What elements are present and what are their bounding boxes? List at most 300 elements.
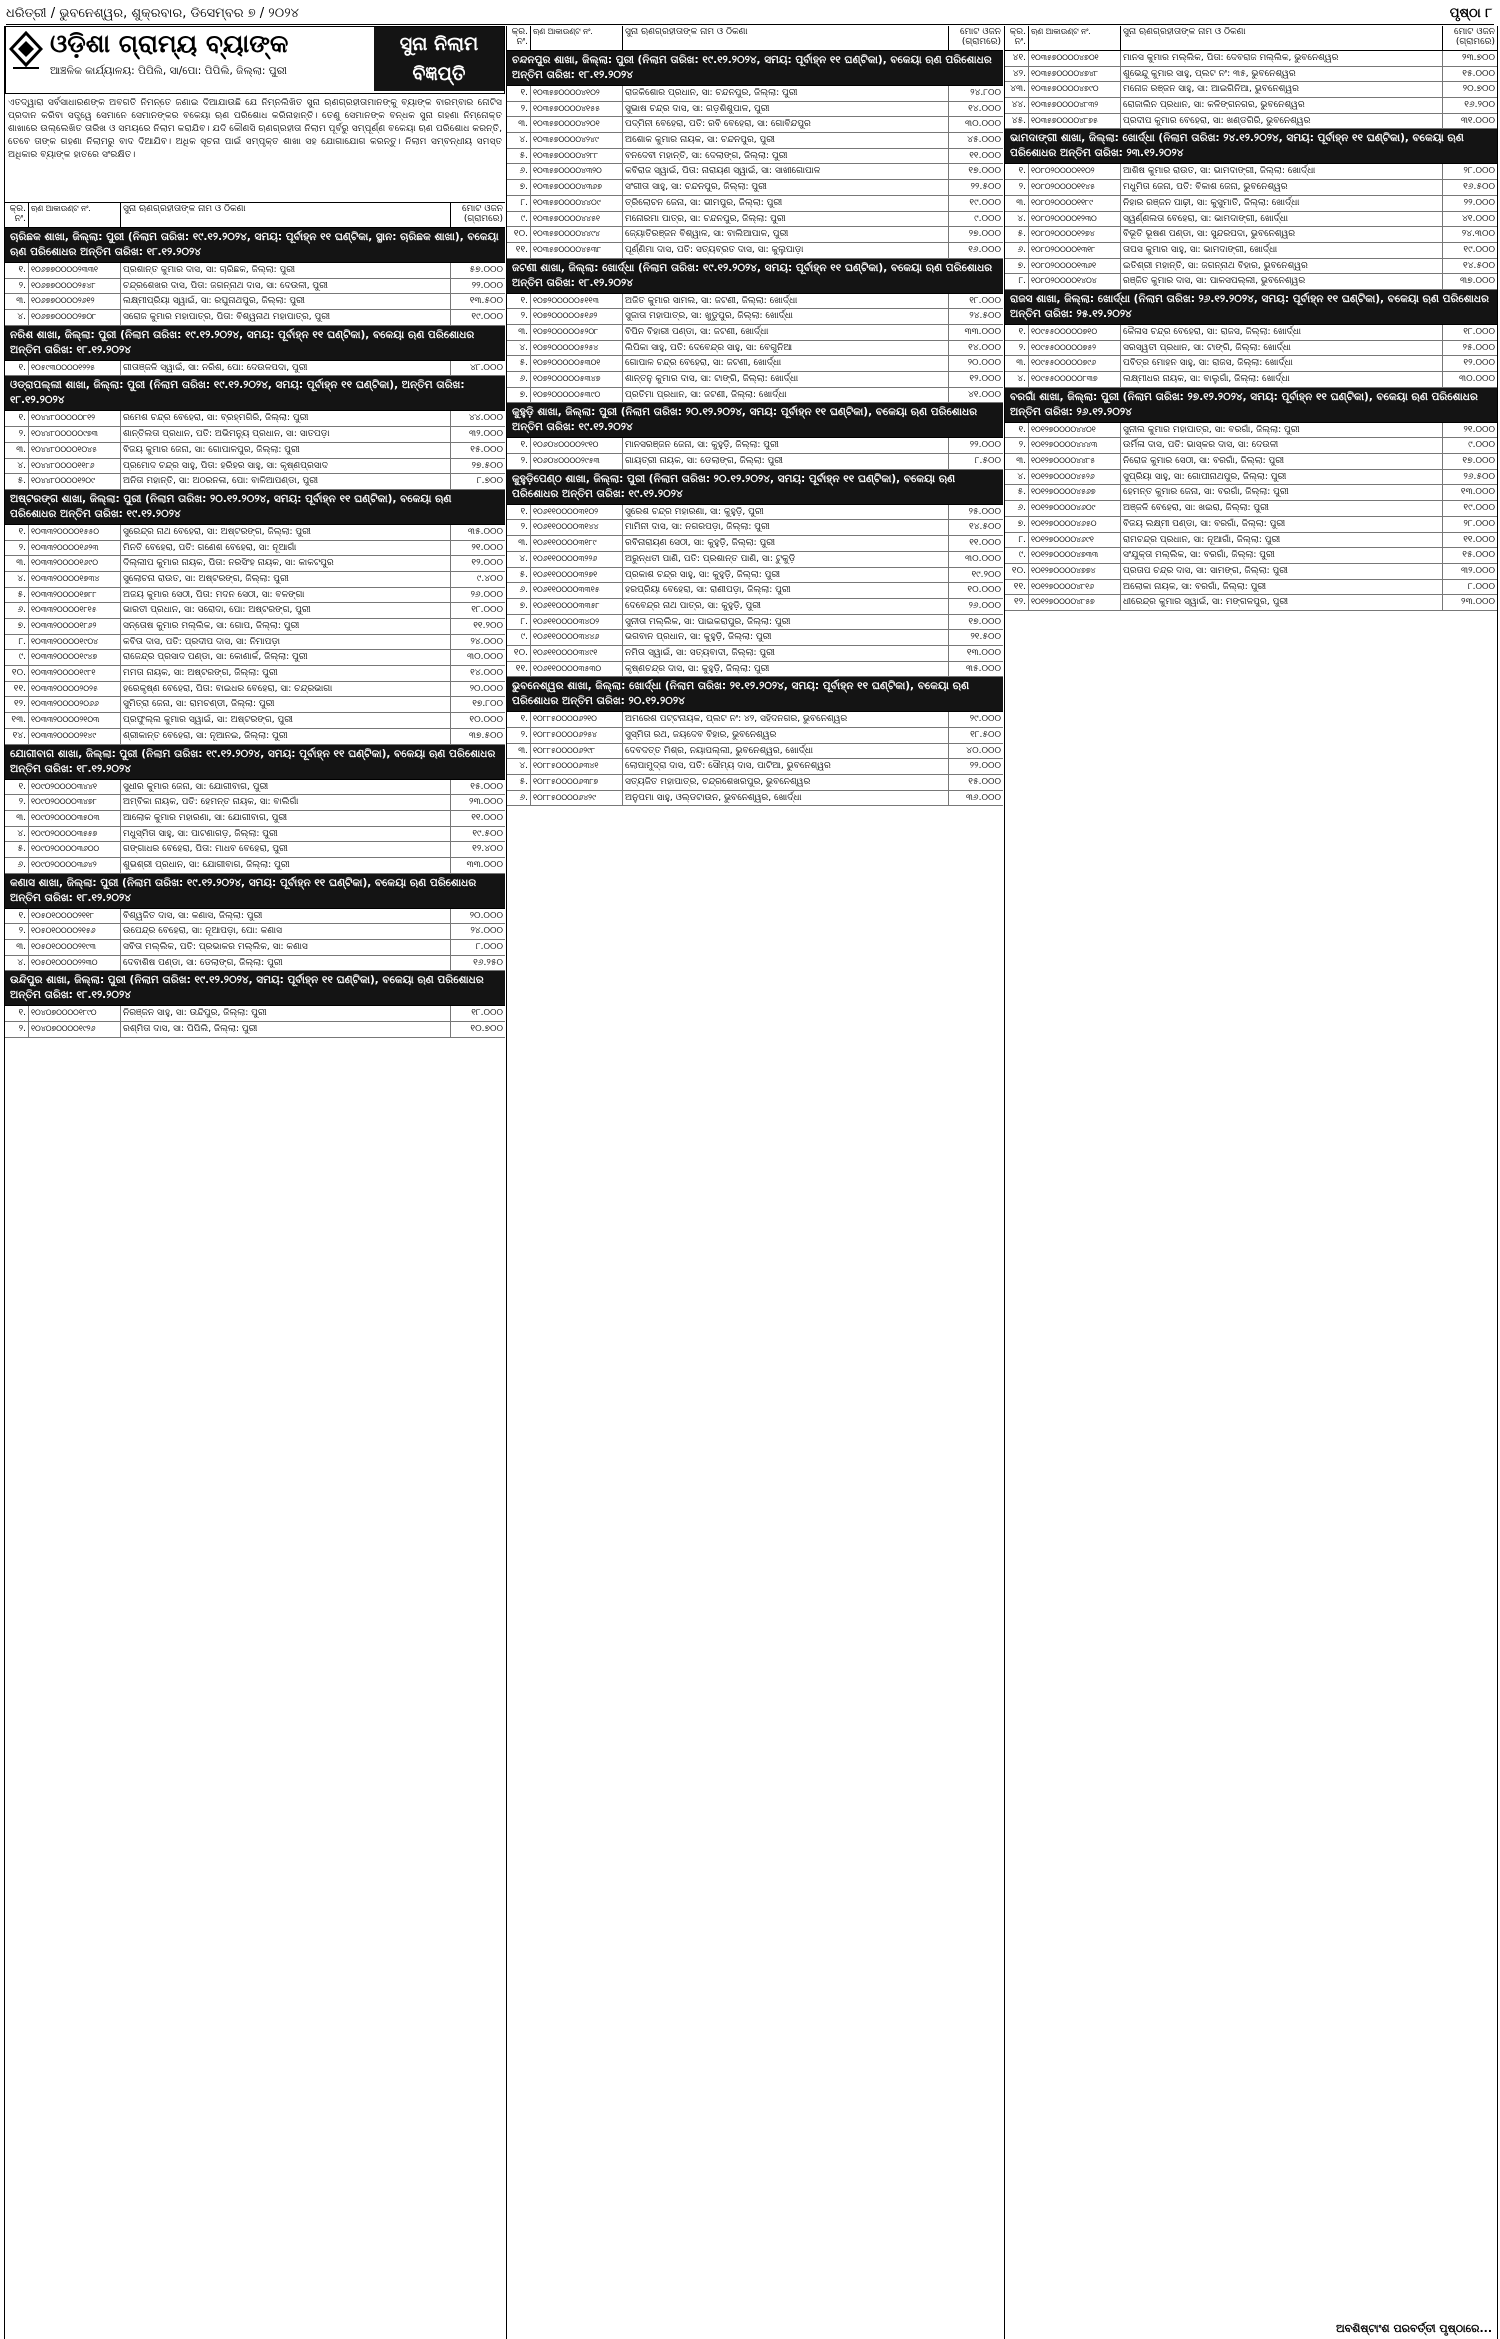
branch-header: ଯୋଗୀବାଗ ଶାଖା, ଜିଲ୍ଲା: ପୁରୀ (ନିଲାମ ତାରିଖ: ୧୯.୧୨.୨୦୨୪, ସମୟ: ପୂର୍ବାହ୍ନ ୧୧ ଘଣ୍ଟିକା), ବକେୟା ଋଣ ପରିଶୋଧର ଅନ୍ତିମ ତାରିଖ: ୧୮.୧୨.୨୦୨୪ [5, 745, 505, 780]
serial-number: ୭. [507, 180, 531, 195]
gold-weight: ୧୪.୫୦୦ [1463, 260, 1495, 271]
account-number: ୧୦୭୨୦୦୦୦୦୫୩୪୭ [531, 372, 623, 387]
account-number: ୧୦୩୩୨୦୦୦୦୧୬୨୩ [29, 541, 121, 556]
account-number: ୧୦୮୮୫୦୦୦୦୬୪୨୯ [531, 791, 623, 806]
table-row [1005, 180, 1497, 196]
account-number: ୧୦୩୫୭୦୦୦୦୪୮୩୨ [1029, 98, 1121, 113]
table-row [5, 263, 505, 279]
account-number: ୧୦୩୩୨୦୦୦୦୧୯୦୪ [29, 635, 121, 650]
gold-weight: ୧୮.୦୦୦ [969, 295, 1001, 306]
gold-weight: ୨୧.୦୦୦ [1463, 424, 1495, 435]
borrower-name: ସୁଲୋଚନା ରାଉତ, ସା: ଅଷ୍ଟରଙ୍ଗ, ଜିଲ୍ଲା: ପୁରୀ [121, 572, 451, 587]
gold-weight: ୧୭.୦୦୦ [1462, 456, 1495, 467]
account-number: ୧୦୩୩୨୦୦୦୦୧୯୪୭ [29, 650, 121, 665]
borrower-name: ସୁରେଶ ଚନ୍ଦ୍ର ମହାରଣା, ସା: କୁହୁଡ଼ି, ପୁରୀ [623, 505, 949, 520]
table-header [1005, 26, 1497, 51]
table-row [507, 243, 1003, 259]
notice-intro: ଏତଦ୍ୱାରା ସର୍ବସାଧାରଣଙ୍କ ଅବଗତି ନିମନ୍ତେ ଜଣାଇ ଦିଆଯାଉଛି ଯେ ନିମ୍ନଲିଖିତ ସୁନା ଋଣଗ୍ରହୀତାମାନଙ୍କୁ ବ୍ୟାଙ୍କ ବାରମ୍ବାର ନୋଟିସ ପ୍ରଦାନ କରିବା ସତ୍ତ୍ୱେ ସେମାନେ ସେମାନଙ୍କର ବକେୟା ଋଣ ପରିଶୋଧ କରିନାହାନ୍ତି। ତେଣୁ ସେମାନଙ୍କ ବନ୍ଧକ ସୁନା ଗହଣା ନିମ୍ନୋକ୍ତ ଶାଖାରେ ଉଲ୍ଲେଖିତ ତାରିଖ ଓ ସମୟରେ ନିଲାମ କରାଯିବ। ଯଦି କୌଣସି ଋଣଗ୍ରହୀତା ନିଲାମ ପୂର୍ବରୁ ସମ୍ପୂର୍ଣ୍ଣ ବକେୟା ଋଣ ପରିଶୋଧ କରନ୍ତି, ତେବେ ତାଙ୍କ ଗହଣା ନିଲାମରୁ ବାଦ ଦିଆଯିବ। ଅଧିକ ସୂଚନା ପାଇଁ ସମ୍ପୃକ୍ତ ଶାଖା ସହ ଯୋଗାଯୋଗ କରନ୍ତୁ। ନିଲାମ ସମ୍ବନ୍ଧୀୟ ସମସ୍ତ ଅଧିକାର ବ୍ୟାଙ୍କ ହାତରେ ସଂରକ୍ଷିତ। [5, 94, 505, 203]
account-number: ୧୦୮୮୫୦୦୦୦୬୩୪୧ [531, 759, 623, 774]
table-row [5, 842, 505, 858]
account-number: ୧୦୬୧୧୦୦୦୦୩୪୪୬ [531, 630, 623, 645]
table-row [507, 646, 1003, 662]
table-row [1005, 423, 1497, 439]
account-number: ୧୦୩୫୭୦୦୦୦୪୧୫୫ [531, 102, 623, 117]
table-row [5, 780, 505, 796]
serial-number: ୫. [1005, 227, 1029, 242]
serial-number: ୧. [5, 411, 29, 426]
borrower-name: ମାମିନୀ ଦାସ, ସା: ନଗରପଡ଼ା, ଜିଲ୍ଲା: ପୁରୀ [623, 520, 949, 535]
account-number: ୧୦୯୦୨୦୦୦୦୩୫୦୩ [29, 811, 121, 826]
gold-weight: ୧୮.୫୦୦ [970, 730, 1001, 740]
serial-number: ୧୧. [1005, 580, 1029, 595]
account-number: ୧୦୬୧୧୦୦୦୦୩୧୦୨ [531, 505, 623, 520]
serial-number: ୯. [5, 650, 29, 665]
borrower-name: ଉପେନ୍ଦ୍ର ବେହେରା, ସା: ନୂଆପଡ଼ା, ପୋ: କଣାସ [121, 924, 451, 939]
col-sl: କ୍ର. ନଂ. [5, 203, 29, 227]
table-row [5, 427, 505, 443]
gold-weight: ୧୫.୦୦୦ [470, 781, 503, 792]
account-number: ୧୦୩୩୨୦୦୦୦୧୮୬୨ [29, 619, 121, 634]
table-row [1005, 212, 1497, 228]
serial-number: ୧. [1005, 325, 1029, 340]
borrower-name: ବିଜୟ କୁମାର ଜେନା, ସା: ଗୋପାଳପୁର, ଜିଲ୍ଲା: ପୁରୀ [121, 443, 451, 458]
serial-number: ୨. [1005, 180, 1029, 195]
account-number: ୧୦୯୫୫୦୦୦୦୦୭୫୨ [1029, 341, 1121, 356]
table-header [5, 203, 505, 228]
account-number: ୧୦୧୨୭୦୦୦୦୪୭୩୩ [1029, 548, 1121, 563]
serial-number: ୬. [507, 372, 531, 387]
borrower-name: ପୂର୍ଣ୍ଣିମା ଦାସ, ପତି: ସତ୍ୟବ୍ରତ ଦାସ, ସା: କୁଲୁପାଡ଼ା [623, 243, 949, 258]
serial-number: ୬. [507, 791, 531, 806]
account-number: ୧୦୪୦୭୦୦୦୦୧୯୨୬ [29, 1022, 121, 1037]
col-name: ସୁନା ଋଣଗ୍ରହୀତାଙ୍କ ନାମ ଓ ଠିକଣା [121, 203, 451, 227]
borrower-name: ରମେଶ ଚନ୍ଦ୍ର ବେହେରା, ସା: ବ୍ରହ୍ମଗିରି, ଜିଲ୍ଲା: ପୁରୀ [121, 411, 451, 426]
table-row [507, 775, 1003, 791]
borrower-name: ଶୁଭଶ୍ରୀ ପ୍ରଧାନ, ସା: ଯୋଗୀବାଗ, ଜିଲ୍ଲା: ପୁରୀ [121, 858, 451, 873]
table-row [5, 310, 505, 326]
gold-weight: ୨୩.୭୦୦ [1462, 53, 1495, 63]
borrower-list-2 [507, 51, 1003, 806]
gold-weight: ୧୯.୨୦୦ [971, 569, 1001, 580]
serial-number: ୩. [5, 443, 29, 458]
serial-number: ୩. [5, 940, 29, 955]
table-row [507, 438, 1003, 454]
account-number: ୧୦୬୧୧୦୦୦୦୩୫୩୦ [531, 662, 623, 677]
borrower-name: ପ୍ରକାଶ ଚନ୍ଦ୍ର ସାହୁ, ସା: କୁହୁଡ଼ି, ଜିଲ୍ଲା: ପୁରୀ [623, 568, 949, 583]
borrower-name: ସୁସ୍ମିତା ରଥ, ଜୟଦେବ ବିହାର, ଭୁବନେଶ୍ୱର [623, 728, 949, 743]
gold-weight: ୩୦.୦୦୦ [965, 553, 1001, 564]
borrower-name: ବନଦେବୀ ମହାନ୍ତି, ସା: ଦେଲାଙ୍ଗ, ଜିଲ୍ଲା: ପୁରୀ [623, 149, 949, 164]
borrower-name: ଅରୁନ୍ଧତୀ ପାଣି, ପତି: ପ୍ରଶାନ୍ତ ପାଣି, ସା: ଟୁକୁଡ଼ି [623, 552, 949, 567]
table-row [507, 180, 1003, 196]
account-number: ୧୦୮୮୫୦୦୦୦୬୨୯୮ [531, 744, 623, 759]
borrower-name: ଶାନ୍ତନୁ କୁମାର ଦାସ, ସା: ଟାଙ୍ଗି, ଜିଲ୍ଲା: ଖୋର୍ଦ୍ଧା [623, 372, 949, 387]
branch-header: ଓଡ୍ରାପଲ୍ଲୀ ଶାଖା, ଜିଲ୍ଲା: ପୁରୀ (ନିଲାମ ତାରିଖ: ୧୯.୧୨.୨୦୨୪, ସମୟ: ପୂର୍ବାହ୍ନ ୧୧ ଘଣ୍ଟିକା), ଅନ୍ତିମ ତାରିଖ: ୧୮.୧୨.୨୦୨୪ [5, 376, 505, 411]
borrower-name: ମାନସ କୁମାର ମଲ୍ଲିକ, ପିତା: ଦେବରାଜ ମଲ୍ଲିକ, ଭୁବନେଶ୍ୱର [1121, 51, 1443, 66]
borrower-name: ଲକ୍ଷ୍ମୀପ୍ରିୟା ସ୍ୱାଇଁ, ସା: ରଘୁନାଥପୁର, ଜିଲ୍ଲା: ପୁରୀ [121, 294, 451, 309]
borrower-name: ଲକ୍ଷ୍ମୀଧର ନାୟକ, ସା: ବାଲୁଗାଁ, ଜିଲ୍ଲା: ଖୋର୍ଦ୍ଧା [1121, 372, 1443, 387]
serial-number: ୧୦. [507, 227, 531, 242]
serial-number: ୩. [1005, 196, 1029, 211]
borrower-list-3 [1005, 51, 1497, 611]
gold-weight: ୩୨.୦୦୦ [469, 429, 503, 440]
serial-number: ୬. [1005, 243, 1029, 258]
gold-weight: ୧୧.୨୦୦ [473, 621, 503, 631]
gold-weight: ୨୭.୫୦୦ [471, 460, 503, 471]
borrower-name: ଶ୍ରୀକାନ୍ତ ବେହେରା, ସା: ନୂଆନଇ, ଜିଲ୍ଲା: ପୁରୀ [121, 729, 451, 744]
borrower-name: ପ୍ରମୋଦ ଚନ୍ଦ୍ର ସାହୁ, ପିତା: ହରିହର ସାହୁ, ସା: କୃଷ୍ଣପ୍ରସାଦ [121, 459, 451, 474]
table-row [5, 795, 505, 811]
serial-number: ୪. [5, 310, 29, 325]
borrower-name: ତ୍ରିଲୋଚନ ଜେନା, ସା: ଭୀମପୁର, ଜିଲ୍ଲା: ପୁରୀ [623, 196, 949, 211]
serial-number: ୪. [507, 552, 531, 567]
gold-weight: ୧୯.୦୦୦ [969, 197, 1001, 208]
col-account: ଋଣ ଆକାଉଣ୍ଟ ନଂ. [29, 203, 121, 227]
borrower-name: ଅମ୍ବିକା ନାୟକ, ପତି: ହେମନ୍ତ ନାୟକ, ସା: ବାଲିଗାଁ [121, 795, 451, 810]
serial-number: ୫. [5, 588, 29, 603]
table-row [507, 759, 1003, 775]
table-row [5, 474, 505, 490]
gold-weight: ୩୦.୦୦୦ [467, 652, 503, 663]
account-number: ୧୦୩୩୨୦୦୦୦୧୮୧୫ [29, 603, 121, 618]
borrower-name: ଅମରେଶ ପଟ୍ଟନାୟକ, ପ୍ଲଟ ନଂ: ୪୨, ସହିଦନଗର, ଭୁବନେଶ୍ୱର [623, 712, 949, 727]
table-row [507, 372, 1003, 388]
table-row [1005, 501, 1497, 517]
account-number: ୧୦୬୧୧୦୦୦୦୩୪୯୧ [531, 646, 623, 661]
serial-number: ୩. [507, 325, 531, 340]
gold-weight: ୧୭.୮୦୦ [472, 699, 503, 710]
table-row [507, 117, 1003, 133]
serial-number: ୩. [5, 556, 29, 571]
table-row [507, 341, 1003, 357]
account-number: ୧୦୧୨୭୦୦୦୦୪୪୪୩ [1029, 438, 1121, 453]
table-row [507, 227, 1003, 243]
borrower-name: ବିଶ୍ୱଜିତ ଦାସ, ସା: କଣାସ, ଜିଲ୍ଲା: ପୁରୀ [121, 909, 451, 924]
serial-number: ୧୦. [5, 666, 29, 681]
notice-header [5, 26, 505, 94]
borrower-name: ହରେକୃଷ୍ଣ ବେହେରା, ପିତା: ବାଇଧର ବେହେରା, ସା: ଚନ୍ଦ୍ରଭାଗା [121, 682, 451, 697]
serial-number: ୭. [5, 619, 29, 634]
serial-number: ୫. [507, 568, 531, 583]
borrower-name: ମନୋଜ ରଞ୍ଜନ ସାହୁ, ସା: ଆଇଗିନିଆ, ଭୁବନେଶ୍ୱର [1121, 82, 1443, 97]
borrower-name: ରଞ୍ଜିତ କୁମାର ଦାସ, ସା: ପାଳସପଲ୍ଲୀ, ଭୁବନେଶ୍ୱର [1121, 274, 1443, 289]
borrower-name: ଦେବଦତ୍ତ ମିଶ୍ର, ନୟାପଲ୍ଲୀ, ଭୁବନେଶ୍ୱର, ଖୋର୍ଦ୍ଧା [623, 744, 949, 759]
gold-weight: ୩୭.୦୦୦ [1460, 276, 1495, 287]
borrower-name: ଗୀତାଞ୍ଜଳି ସ୍ୱାଇଁ, ସା: ନରିଶ, ପୋ: ଦେଉଳପଦା, ପୁରୀ [121, 361, 451, 376]
column-1 [4, 26, 505, 2339]
branch-header: ଭାମଦାଙ୍ଗୀ ଶାଖା, ଜିଲ୍ଲା: ଖୋର୍ଦ୍ଧା (ନିଲାମ ତାରିଖ: ୨୪.୧୨.୨୦୨୪, ସମୟ: ପୂର୍ବାହ୍ନ ୧୧ ଘଣ୍ଟିକା), ବକେୟା ଋଣ ପରିଶୋଧର ଅନ୍ତିମ ତାରିଖ: ୨୩.୧୨.୨୦୨୪ [1005, 129, 1497, 164]
table-row [5, 541, 505, 557]
serial-number: ୭. [1005, 517, 1029, 532]
borrower-name: ଆଲୋକ କୁମାର ମହାରଣା, ସା: ଯୋଗୀବାଗ, ପୁରୀ [121, 811, 451, 826]
borrower-name: ଲୋପାମୁଦ୍ରା ଦାସ, ପତି: ସୌମ୍ୟ ଦାସ, ପାଟିଆ, ଭୁବନେଶ୍ୱର [623, 759, 949, 774]
account-number: ୧୦୬୦୪୦୦୦୦୨୯୫୩ [531, 454, 623, 469]
borrower-name: କବିରାଜ ସ୍ୱାଇଁ, ପିତା: ନାରାୟଣ ସ୍ୱାଇଁ, ସା: ସାଖୀଗୋପାଳ [623, 164, 949, 179]
table-row [507, 388, 1003, 404]
table-row [1005, 564, 1497, 580]
col-weight: ମୋଟ ଓଜନ (ଗ୍ରାମରେ) [1453, 27, 1495, 47]
serial-number: ୩. [507, 117, 531, 132]
table-row [1005, 196, 1497, 212]
account-number: ୧୦୫୦୧୦୦୦୦୨୧୧୮ [29, 909, 121, 924]
serial-number: ୧୦. [507, 646, 531, 661]
serial-number: ୧୧. [5, 682, 29, 697]
account-number: ୧୦୮୮୫୦୦୦୦୬୩୮୭ [531, 775, 623, 790]
borrower-name: ସୁଜାତା ମହାପାତ୍ର, ସା: ଖୁଡୁପୁର, ଜିଲ୍ଲା: ଖୋର୍ଦ୍ଧା [623, 309, 949, 324]
borrower-name: ପଦ୍ମିନୀ ବେହେରା, ପତି: ରବି ବେହେରା, ସା: ଗୋବିନ୍ଦପୁର [623, 117, 949, 132]
borrower-name: ଚନ୍ଦ୍ରଶେଖର ଦାସ, ପିତା: ଜଗନ୍ନାଥ ଦାସ, ସା: ଦେଉଳୀ, ପୁରୀ [121, 279, 451, 294]
table-row [507, 583, 1003, 599]
serial-number: ୮. [507, 615, 531, 630]
serial-number: ୪. [507, 341, 531, 356]
table-row [5, 635, 505, 651]
table-row [507, 791, 1003, 807]
borrower-name: ମଧୁମିତା ଜେନା, ପତି: ବିକାଶ ଜେନା, ଭୁବନେଶ୍ୱର [1121, 180, 1443, 195]
col-name: ସୁନା ଋଣଗ୍ରହୀତାଙ୍କ ନାମ ଓ ଠିକଣା [1121, 26, 1443, 50]
account-number: ୧୦୮୦୨୦୦୦୦୧୧୮୯ [1029, 196, 1121, 211]
table-row [1005, 98, 1497, 114]
account-number: ୧୦୪୪୮୦୦୦୦୧୧୮୬ [29, 459, 121, 474]
borrower-name: ନମିତା ସ୍ୱାଇଁ, ସା: ସତ୍ୟବାଦୀ, ଜିଲ୍ଲା: ପୁରୀ [623, 646, 949, 661]
col-sl: କ୍ର. ନଂ. [507, 26, 531, 50]
table-row [5, 603, 505, 619]
borrower-name: ଇତିଶ୍ରୀ ମହାନ୍ତି, ସା: ଜଗନ୍ନାଥ ବିହାର, ଭୁବନେଶ୍ୱର [1121, 259, 1443, 274]
borrower-name: ମିନତି ବେହେରା, ପତି: ଗଣେଶ ବେହେରା, ସା: ନୂଆଗାଁ [121, 541, 451, 556]
branch-header: ଅଷ୍ଟରଙ୍ଗ ଶାଖା, ଜିଲ୍ଲା: ପୁରୀ (ନିଲାମ ତାରିଖ: ୨୦.୧୨.୨୦୨୪, ସମୟ: ପୂର୍ବାହ୍ନ ୧୧ ଘଣ୍ଟିକା), ବକେୟା ଋଣ ପରିଶୋଧର ଅନ୍ତିମ ତାରିଖ: ୧୯.୧୨.୨୦୨୪ [5, 490, 505, 525]
serial-number: ୧. [5, 780, 29, 795]
borrower-name: ହରପ୍ରିୟା ବେହେରା, ସା: ରାଣୀପଡ଼ା, ଜିଲ୍ଲା: ପୁରୀ [623, 583, 949, 598]
table-row [5, 682, 505, 698]
table-header [507, 26, 1003, 51]
account-number: ୧୦୮୦୨୦୦୦୦୧୨୩୦ [1029, 212, 1121, 227]
gold-weight: ୩୭.୫୦୦ [468, 730, 503, 741]
table-row [1005, 325, 1497, 341]
account-number: ୧୦୮୦୨୦୦୦୦୧୪୦୪ [1029, 274, 1121, 289]
table-row [1005, 580, 1497, 596]
account-number: ୧୦୪୪୮୦୦୦୦୧୨୦୯ [29, 474, 121, 489]
account-number: ୧୦୭୨୦୦୦୦୦୫୨୫୪ [531, 341, 623, 356]
gold-weight: ୧୦.୭୦୦ [470, 1024, 503, 1035]
serial-number: ୩. [5, 811, 29, 826]
gold-weight: ୪୧.୦୦୦ [968, 389, 1001, 400]
account-number: ୧୦୯୦୨୦୦୦୦୩୬୦୦ [29, 842, 121, 857]
serial-number: ୪୫. [1005, 114, 1029, 129]
account-number: ୧୦୩୩୨୦୦୦୦୨୦୬୬ [29, 697, 121, 712]
borrower-name: ଉର୍ମିଳା ଦାସ, ପତି: ଭାସ୍କର ଦାସ, ସା: ଦେଉଳୀ [1121, 438, 1443, 453]
branch-header: କୁହୁଡ଼ି ଶାଖା, ଜିଲ୍ଲା: ପୁରୀ (ନିଲାମ ତାରିଖ: ୨୦.୧୨.୨୦୨୪, ସମୟ: ପୂର୍ବାହ୍ନ ୧୧ ଘଣ୍ଟିକା), ବକେୟା ଋଣ ପରିଶୋଧର ଅନ୍ତିମ ତାରିଖ: ୧୯.୧୨.୨୦୨୪ [507, 403, 1003, 438]
table-row [1005, 533, 1497, 549]
borrower-name: କବିତା ଦାସ, ପତି: ପ୍ରଦୀପ ଦାସ, ସା: ନିମାପଡ଼ା [121, 635, 451, 650]
gold-weight: ୨୧.୦୦୦ [471, 542, 503, 553]
borrower-name: ରାମଚନ୍ଦ୍ର ପ୍ରଧାନ, ସା: ନୂଆଗାଁ, ଜିଲ୍ଲା: ପୁରୀ [1121, 533, 1443, 548]
account-number: ୧୦୬୧୧୦୦୦୦୩୨୭୧ [531, 568, 623, 583]
serial-number: ୪. [1005, 212, 1029, 227]
branch-header: ଜଟଣୀ ଶାଖା, ଜିଲ୍ଲା: ଖୋର୍ଦ୍ଧା (ନିଲାମ ତାରିଖ: ୧୯.୧୨.୨୦୨୪, ସମୟ: ପୂର୍ବାହ୍ନ ୧୧ ଘଣ୍ଟିକା), ବକେୟା ଋଣ ପରିଶୋଧର ଅନ୍ତିମ ତାରିଖ: ୧୮.୧୨.୨୦୨୪ [507, 259, 1003, 294]
table-row [5, 443, 505, 459]
borrower-name: ଗାୟତ୍ରୀ ନାୟକ, ସା: ଡେଲାଙ୍ଗ, ଜିଲ୍ଲା: ପୁରୀ [623, 454, 949, 469]
account-number: ୧୦୯୫୫୦୦୦୦୦୭୧୦ [1029, 325, 1121, 340]
serial-number: ୧. [507, 712, 531, 727]
serial-number: ୯. [507, 212, 531, 227]
account-number: ୧୦୬୧୧୦୦୦୦୩୩୫୮ [531, 599, 623, 614]
serial-number: ୧୧. [507, 243, 531, 258]
borrower-name: ସ୍ୱର୍ଣ୍ଣଲତା ବେହେରା, ସା: ଭାମଦାଙ୍ଗୀ, ଖୋର୍ଦ୍ଧା [1121, 212, 1443, 227]
borrower-name: ଲିପିକା ସାହୁ, ପତି: ଦେବେନ୍ଦ୍ର ସାହୁ, ସା: ବେଗୁନିଆ [623, 341, 949, 356]
serial-number: ୩. [1005, 454, 1029, 469]
gold-weight: ୨୦.୦୦୦ [469, 683, 503, 694]
gold-weight: ୧୧.୦୦୦ [471, 812, 503, 823]
table-row [5, 697, 505, 713]
borrower-name: ସୁମିତ୍ରା ଜେନା, ସା: ରାମଚଣ୍ଡୀ, ଜିଲ୍ଲା: ପୁରୀ [121, 697, 451, 712]
borrower-name: ପ୍ରତିମା ପ୍ରଧାନ, ସା: ଜଟଣୀ, ଜିଲ୍ଲା: ଖୋର୍ଦ୍ଧା [623, 388, 949, 403]
borrower-name: ହେମନ୍ତ କୁମାର ଜେନା, ସା: ବରଗାଁ, ଜିଲ୍ଲା: ପୁରୀ [1121, 485, 1443, 500]
account-number: ୧୦୩୫୭୦୦୦୦୪୮୭୫ [1029, 114, 1121, 129]
borrower-name: ସବିତା ମଲ୍ଲିକ, ପତି: ପ୍ରଭାକର ମଲ୍ଲିକ, ସା: କଣାସ [121, 940, 451, 955]
borrower-name: ସରୋଜ କୁମାର ମହାପାତ୍ର, ପିତା: ବିଶ୍ୱନାଥ ମହାପାତ୍ର, ପୁରୀ [121, 310, 451, 325]
borrower-name: ସୁନୀତା ମଲ୍ଲିକ, ସା: ପାଇକରାପୁର, ଜିଲ୍ଲା: ପୁରୀ [623, 615, 949, 630]
gold-weight: ୧୬.୨୦୦ [1464, 100, 1495, 111]
gold-weight: ୨୬.୦୦୦ [470, 589, 503, 600]
serial-number: ୧୪. [5, 729, 29, 744]
gold-weight: ୧୭.୦୦୦ [968, 616, 1001, 627]
borrower-name: ବିଭୂତି ଭୂଷଣ ପଣ୍ଡା, ସା: ସୁନ୍ଦରପଦା, ଭୁବନେଶ୍ୱର [1121, 227, 1443, 242]
table-row [507, 356, 1003, 372]
account-number: ୧୦୯୫୫୦୦୦୦୦୮୩୭ [1029, 372, 1121, 387]
serial-number: ୧୧. [507, 662, 531, 677]
borrower-name: ପବିତ୍ର ମୋହନ ସାହୁ, ସା: ରାଜସ, ଜିଲ୍ଲା: ଖୋର୍ଦ୍ଧା [1121, 356, 1443, 371]
table-row [507, 505, 1003, 521]
table-row [5, 279, 505, 295]
serial-number: ୬. [5, 603, 29, 618]
gold-weight: ୧୫.୦୦୦ [968, 777, 1001, 788]
gold-weight: ୨୩.୦୦୦ [1461, 597, 1495, 608]
borrower-name: ଜ୍ୟୋତିରଞ୍ଜନ ବିଶ୍ୱାଳ, ସା: ବାଲିଆପାଳ, ପୁରୀ [623, 227, 949, 242]
account-number: ୧୦୩୫୭୦୦୦୦୪୫୩୮ [531, 243, 623, 258]
account-number: ୧୦୮୦୨୦୦୦୦୧୩୬୧ [1029, 259, 1121, 274]
serial-number: ୨. [5, 279, 29, 294]
serial-number: ୯. [507, 630, 531, 645]
branch-header: ଚନ୍ଦନପୁର ଶାଖା, ଜିଲ୍ଲା: ପୁରୀ (ନିଲାମ ତାରିଖ: ୧୯.୧୨.୨୦୨୪, ସମୟ: ପୂର୍ବାହ୍ନ ୧୧ ଘଣ୍ଟିକା), ବକେୟା ଋଣ ପରିଶୋଧର ଅନ୍ତିମ ତାରିଖ: ୧୮.୧୨.୨୦୨୪ [507, 51, 1003, 86]
gold-weight: ୩୫.୦୦୦ [467, 526, 503, 537]
serial-number: ୫. [507, 149, 531, 164]
account-number: ୧୦୧୨୭୦୦୦୦୪୫୬୭ [1029, 485, 1121, 500]
table-row [507, 309, 1003, 325]
serial-number: ୧. [5, 263, 29, 278]
account-number: ୧୦୯୫୫୦୦୦୦୦୭୯୬ [1029, 356, 1121, 371]
col-weight: ମୋଟ ଓଜନ (ଗ୍ରାମରେ) [461, 204, 503, 224]
borrower-name: ବିଜୟ ଲକ୍ଷ୍ମୀ ପଣ୍ଡା, ସା: ବରଗାଁ, ଜିଲ୍ଲା: ପୁରୀ [1121, 517, 1443, 532]
table-row [5, 525, 505, 541]
borrower-name: ଦେବେନ୍ଦ୍ର ନାଥ ପାତ୍ର, ସା: କୁହୁଡ଼ି, ପୁରୀ [623, 599, 949, 614]
table-row [507, 520, 1003, 536]
gold-weight: ୪୦.୦୦୦ [966, 745, 1001, 756]
serial-number: ୨. [1005, 438, 1029, 453]
borrower-name: ଦିଲ୍ଲୀପ କୁମାର ନାୟକ, ପିତା: ନରସିଂହ ନାୟକ, ସା: କାକଟପୁର [121, 556, 451, 571]
gold-weight: ୨୬.୦୦୦ [968, 600, 1001, 611]
table-row [507, 133, 1003, 149]
serial-number: ୧. [5, 361, 29, 376]
borrower-list-1 [5, 228, 505, 1038]
borrower-name: ଶାନ୍ତିଲତା ପ୍ରଧାନ, ପତି: ଅଭିମନ୍ୟୁ ପ୍ରଧାନ, ସା: ସାତପଡ଼ା [121, 427, 451, 442]
gold-weight: ୨୪.୦୦୦ [470, 926, 503, 937]
gold-weight: ୧୪.୦୦୦ [968, 342, 1001, 353]
gold-weight: ୩୬.୦୦୦ [965, 792, 1001, 803]
gold-weight: ୧୨.୦୦୦ [1463, 358, 1495, 369]
gold-weight: ୧୯.୫୦୦ [472, 828, 503, 839]
borrower-name: ଗୋପାଳ ଚନ୍ଦ୍ର ବେହେରା, ସା: ଜଟଣୀ, ଖୋର୍ଦ୍ଧା [623, 356, 949, 371]
account-number: ୧୦୫୦୧୦୦୦୦୨୨୩୦ [29, 956, 121, 971]
table-row [1005, 164, 1497, 180]
table-row [507, 102, 1003, 118]
account-number: ୧୦୫୦୧୦୦୦୦୨୧୯୩ [29, 940, 121, 955]
serial-number: ୧. [507, 86, 531, 101]
table-row [5, 556, 505, 572]
col-account: ଋଣ ଆକାଉଣ୍ଟ ନଂ. [531, 26, 623, 50]
account-number: ୧୦୩୫୭୦୦୦୦୪୪୯୪ [531, 227, 623, 242]
gold-weight: ୨୮.୦୦୦ [1463, 518, 1495, 529]
serial-number: ୪. [507, 133, 531, 148]
table-row [5, 619, 505, 635]
account-number: ୧୦୮୦୨୦୦୦୦୧୧୦୨ [1029, 164, 1121, 179]
borrower-name: ଅନିତା ମହାନ୍ତି, ସା: ଅଠରନଳା, ପୋ: ବାଳିଆପଣ୍ଡା, ପୁରୀ [121, 474, 451, 489]
gold-weight: ୩୦.୦୦୦ [965, 119, 1001, 130]
table-row [5, 411, 505, 427]
account-number: ୧୦୬୧୧୦୦୦୦୩୨୨୬ [531, 552, 623, 567]
gold-weight: ୫୭.୦୦୦ [469, 265, 503, 275]
table-row [5, 459, 505, 475]
notice-title: ସୁନା ନିଲାମ ବିଜ୍ଞପ୍ତି [374, 27, 504, 91]
office-address: ଆଞ୍ଚଳିକ କାର୍ଯ୍ୟାଳୟ: ପିପିଲି, ସା/ପୋ: ପିପିଲି, ଜିଲ୍ଲା: ପୁରୀ [50, 65, 287, 77]
borrower-name: ମାନସରଞ୍ଜନ ଜେନା, ସା: କୁହୁଡ଼ି, ଜିଲ୍ଲା: ପୁରୀ [623, 438, 949, 453]
borrower-name: ଅଶୋକ କୁମାର ନାୟକ, ସା: ଚନ୍ଦନପୁର, ପୁରୀ [623, 133, 949, 148]
col-name: ସୁନା ଋଣଗ୍ରହୀତାଙ୍କ ନାମ ଓ ଠିକଣା [623, 26, 949, 50]
borrower-name: ପ୍ରଦୀପ କୁମାର ବେହେରା, ସା: ଖଣ୍ଡଗିରି, ଭୁବନେଶ୍ୱର [1121, 114, 1443, 129]
branch-header: ରାଜସ ଶାଖା, ଜିଲ୍ଲା: ଖୋର୍ଦ୍ଧା (ନିଲାମ ତାରିଖ: ୨୬.୧୨.୨୦୨୪, ସମୟ: ପୂର୍ବାହ୍ନ ୧୧ ଘଣ୍ଟିକା), ବକେୟା ଋଣ ପରିଶୋଧର ଅନ୍ତିମ ତାରିଖ: ୨୫.୧୨.୨୦୨୪ [1005, 290, 1497, 325]
account-number: ୧୦୬୧୧୦୦୦୦୩୧୪୪ [531, 520, 623, 535]
account-number: ୧୦୯୦୨୦୦୦୦୩୫୫୭ [29, 827, 121, 842]
table-row [507, 325, 1003, 341]
borrower-name: ସୁନୀଲ କୁମାର ମହାପାତ୍ର, ସା: ବରଗାଁ, ଜିଲ୍ଲା: ପୁରୀ [1121, 423, 1443, 438]
borrower-name: ରଶ୍ମିତା ଦାସ, ସା: ପିପିଲି, ଜିଲ୍ଲା: ପୁରୀ [121, 1022, 451, 1037]
serial-number: ୨. [5, 541, 29, 556]
gold-weight: ୧୨.୦୦୦ [471, 558, 503, 569]
account-number: ୧୦୧୨୭୦୦୦୦୪୮୧୬ [1029, 580, 1121, 595]
account-number: ୧୦୯୦୨୦୦୦୦୩୬୪୨ [29, 858, 121, 873]
serial-number: ୪୪. [1005, 98, 1029, 113]
borrower-name: ଧୀରେନ୍ଦ୍ର କୁମାର ସ୍ୱାଇଁ, ସା: ମଙ୍ଗଳପୁର, ପୁରୀ [1121, 595, 1443, 610]
serial-number: ୨. [5, 795, 29, 810]
gold-weight: ୧୫.୦୦୦ [1462, 550, 1495, 561]
gold-weight: ୨୫.୦୦୦ [968, 506, 1001, 517]
table-row [5, 1006, 505, 1022]
serial-number: ୨. [507, 102, 531, 117]
table-row [507, 294, 1003, 310]
account-number: ୧୦୬୭୭୦୦୦୦୨୭୦୮ [29, 310, 121, 325]
branch-header: ନରିଶ ଶାଖା, ଜିଲ୍ଲା: ପୁରୀ (ନିଲାମ ତାରିଖ: ୧୯.୧୨.୨୦୨୪, ସମୟ: ପୂର୍ବାହ୍ନ ୧୧ ଘଣ୍ଟିକା), ବକେୟା ଋଣ ପରିଶୋଧର ଅନ୍ତିମ ତାରିଖ: ୧୮.୧୨.୨୦୨୪ [5, 326, 505, 361]
branch-header: କୁହୁଡ଼ିପେଣ୍ଠ ଶାଖା, ଜିଲ୍ଲା: ପୁରୀ (ନିଲାମ ତାରିଖ: ୨୦.୧୨.୨୦୨୪, ସମୟ: ପୂର୍ବାହ୍ନ ୧୧ ଘଣ୍ଟିକା), ବକେୟା ଋଣ ପରିଶୋଧର ଅନ୍ତିମ ତାରିଖ: ୧୯.୧୨.୨୦୨୪ [507, 470, 1003, 505]
borrower-name: ସରସ୍ୱତୀ ପ୍ରଧାନ, ସା: ଟାଙ୍ଗି, ଜିଲ୍ଲା: ଖୋର୍ଦ୍ଧା [1121, 341, 1443, 356]
col-account: ଋଣ ଆକାଉଣ୍ଟ ନଂ. [1029, 26, 1121, 50]
serial-number: ୪. [1005, 372, 1029, 387]
borrower-name: ସଂଗୀତା ସାହୁ, ସା: ଚନ୍ଦନପୁର, ଜିଲ୍ଲା: ପୁରୀ [623, 180, 949, 195]
gold-weight: ୧୧.୦୦୦ [969, 538, 1001, 549]
account-number: ୧୦୪୪୮୦୦୦୦୧୦୪୫ [29, 443, 121, 458]
gold-weight: ୧୬.୫୦୦ [1463, 182, 1495, 193]
gold-weight: ୪୪.୦୦୦ [469, 413, 503, 424]
table-row [5, 729, 505, 745]
serial-number: ୧. [5, 909, 29, 924]
serial-number: ୧୩. [5, 713, 29, 728]
